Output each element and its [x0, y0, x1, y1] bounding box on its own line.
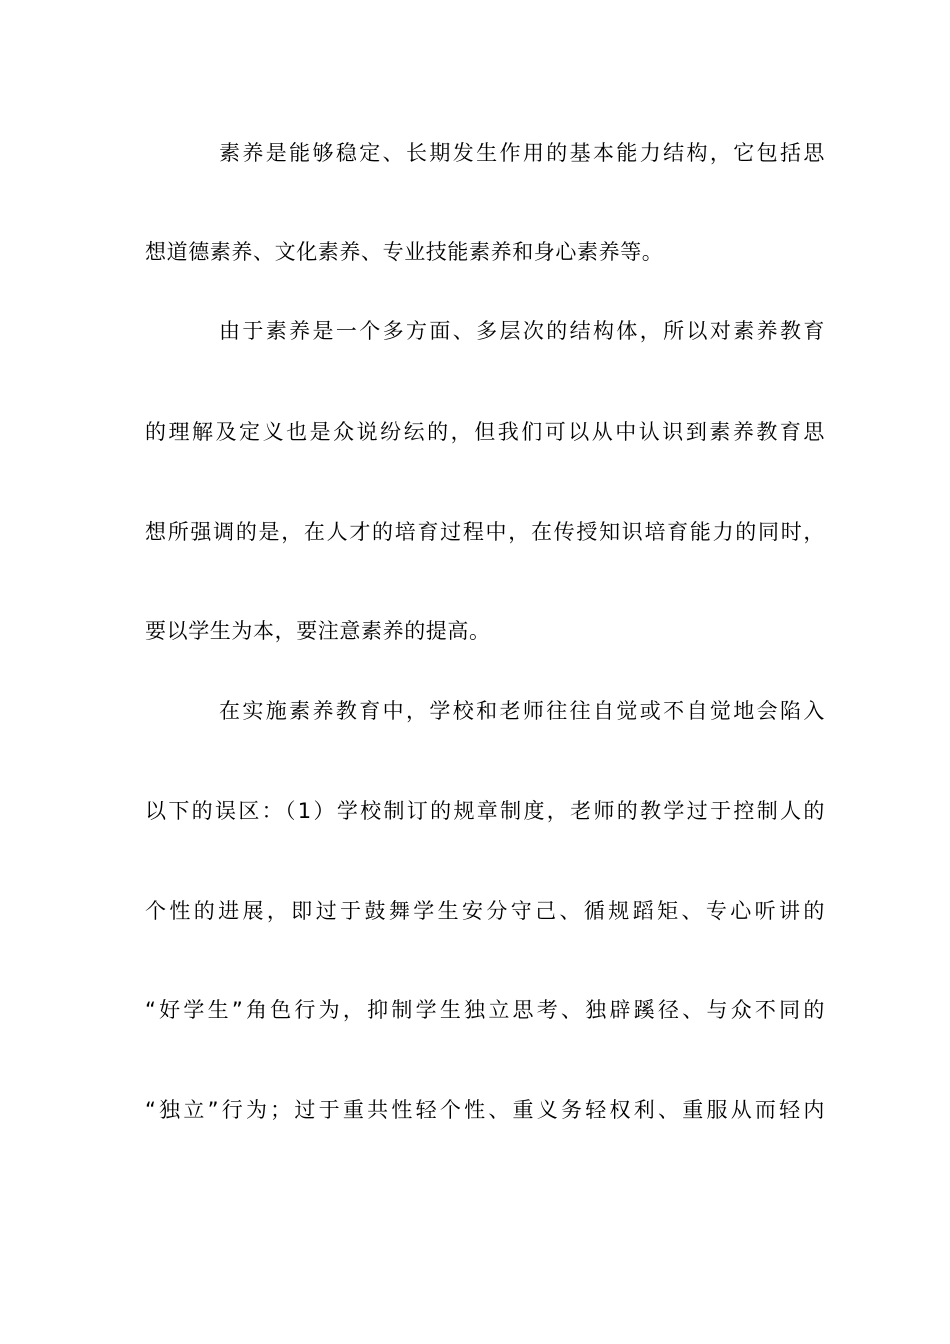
paragraph-2-line-3: 想所强调的是，在人才的培育过程中，在传授知识培育能力的同时，: [145, 520, 825, 544]
paragraph-2-line-4: 要以学生为本，要注意素养的提高。: [145, 619, 491, 643]
paragraph-2-line-2: 的理解及定义也是众说纷纭的，但我们可以从中认识到素养教育思: [145, 420, 825, 444]
paragraph-3-line-1: 在实施素养教育中，学校和老师往往自觉或不自觉地会陷入: [219, 699, 825, 723]
paragraph-1-line-2: 想道德素养、文化素养、专业技能素养和身心素养等。: [145, 240, 664, 264]
paragraph-3-line-4: “好学生”角色行为，抑制学生独立思考、独辟蹊径、与众不同的: [145, 998, 825, 1022]
paragraph-1-line-1: 素养是能够稳定、长期发生作用的基本能力结构，它包括思: [219, 141, 825, 165]
paragraph-3-line-3: 个性的进展，即过于鼓舞学生安分守己、循规蹈矩、专心听讲的: [145, 899, 825, 923]
paragraph-3-line-2: 以下的误区：（1）学校制订的规章制度，老师的教学过于控制人的: [145, 799, 825, 823]
paragraph-2-line-1: 由于素养是一个多方面、多层次的结构体，所以对素养教育: [219, 319, 825, 343]
paragraph-3-line-5: “独立”行为；过于重共性轻个性、重义务轻权利、重服从而轻内: [145, 1098, 825, 1122]
